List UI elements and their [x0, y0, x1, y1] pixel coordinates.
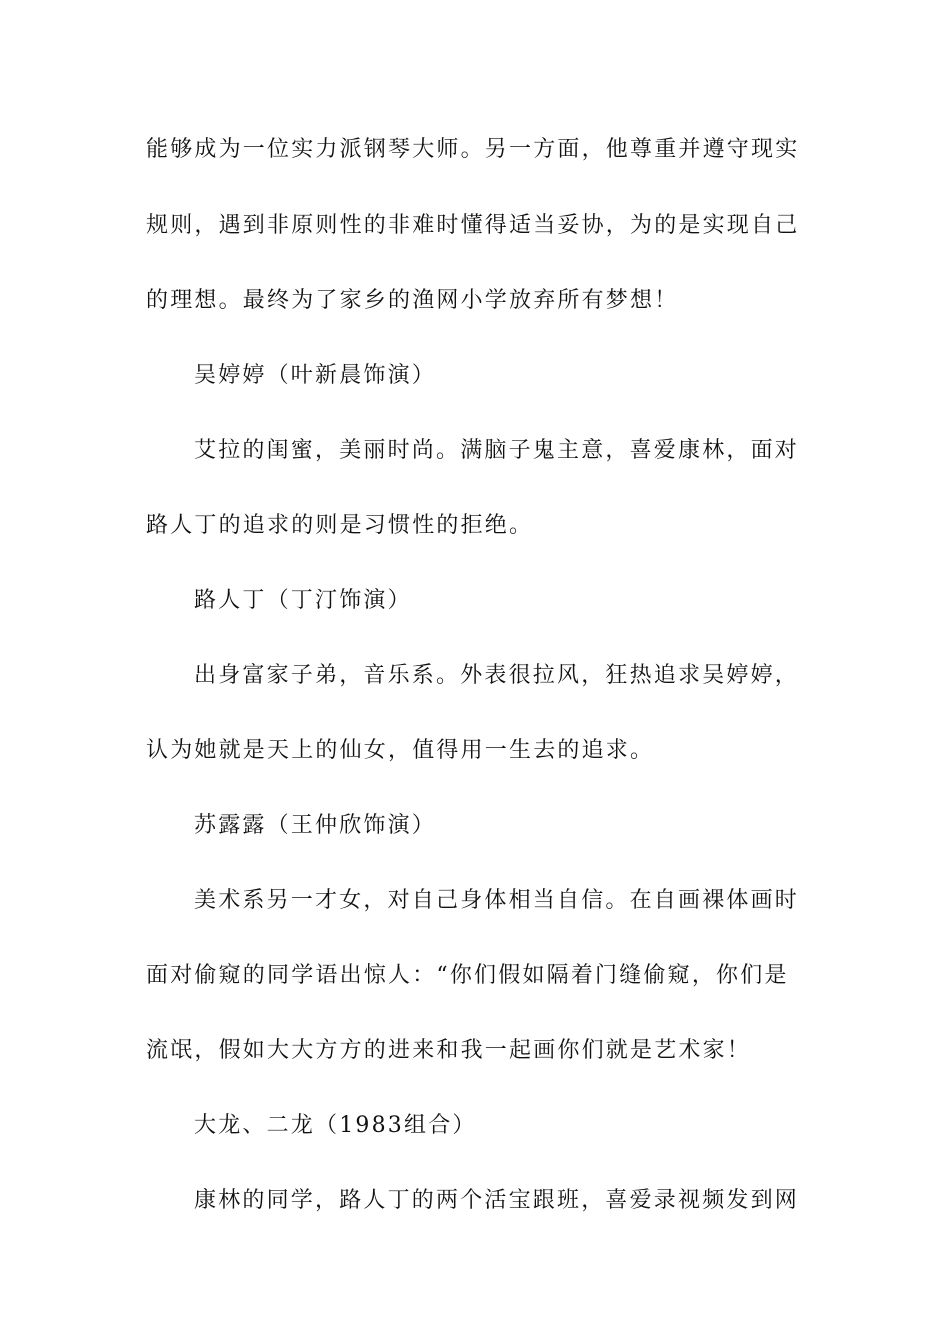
paragraph-line: 能够成为一位实力派钢琴大师。另一方面，他尊重并遵守现实 — [146, 137, 800, 162]
paragraph-line: 康林的同学，路人丁的两个活宝跟班，喜爱录视频发到网 — [194, 1188, 800, 1213]
paragraph-line: 艾拉的闺蜜，美丽时尚。满脑子鬼主意，喜爱康林，面对 — [194, 438, 800, 463]
paragraph-line: 的理想。最终为了家乡的渔网小学放弃所有梦想！ — [146, 288, 679, 313]
character-heading-lu-ren-ding: 路人丁（丁汀饰演） — [194, 588, 412, 613]
character-heading-wu-tingting: 吴婷婷（叶新晨饰演） — [194, 363, 437, 388]
paragraph-line: 流氓，假如大大方方的进来和我一起画你们就是艺术家！ — [146, 1038, 752, 1063]
paragraph-line: 规则，遇到非原则性的非难时懂得适当妥协，为的是实现自己 — [146, 213, 800, 238]
character-heading-su-lulu: 苏露露（王仲欣饰演） — [194, 813, 437, 838]
paragraph-line: 认为她就是天上的仙女，值得用一生去的追求。 — [146, 738, 655, 763]
character-heading-dalong-erlong: 大龙、二龙（1983组合） — [194, 1113, 477, 1138]
paragraph-line: 出身富家子弟，音乐系。外表很拉风，狂热追求吴婷婷， — [194, 663, 800, 688]
paragraph-line: 美术系另一才女，对自己身体相当自信。在自画裸体画时 — [194, 888, 800, 913]
paragraph-line: 路人丁的追求的则是习惯性的拒绝。 — [146, 513, 534, 538]
paragraph-line: 面对偷窥的同学语出惊人：“你们假如隔着门缝偷窥，你们是 — [146, 963, 789, 988]
